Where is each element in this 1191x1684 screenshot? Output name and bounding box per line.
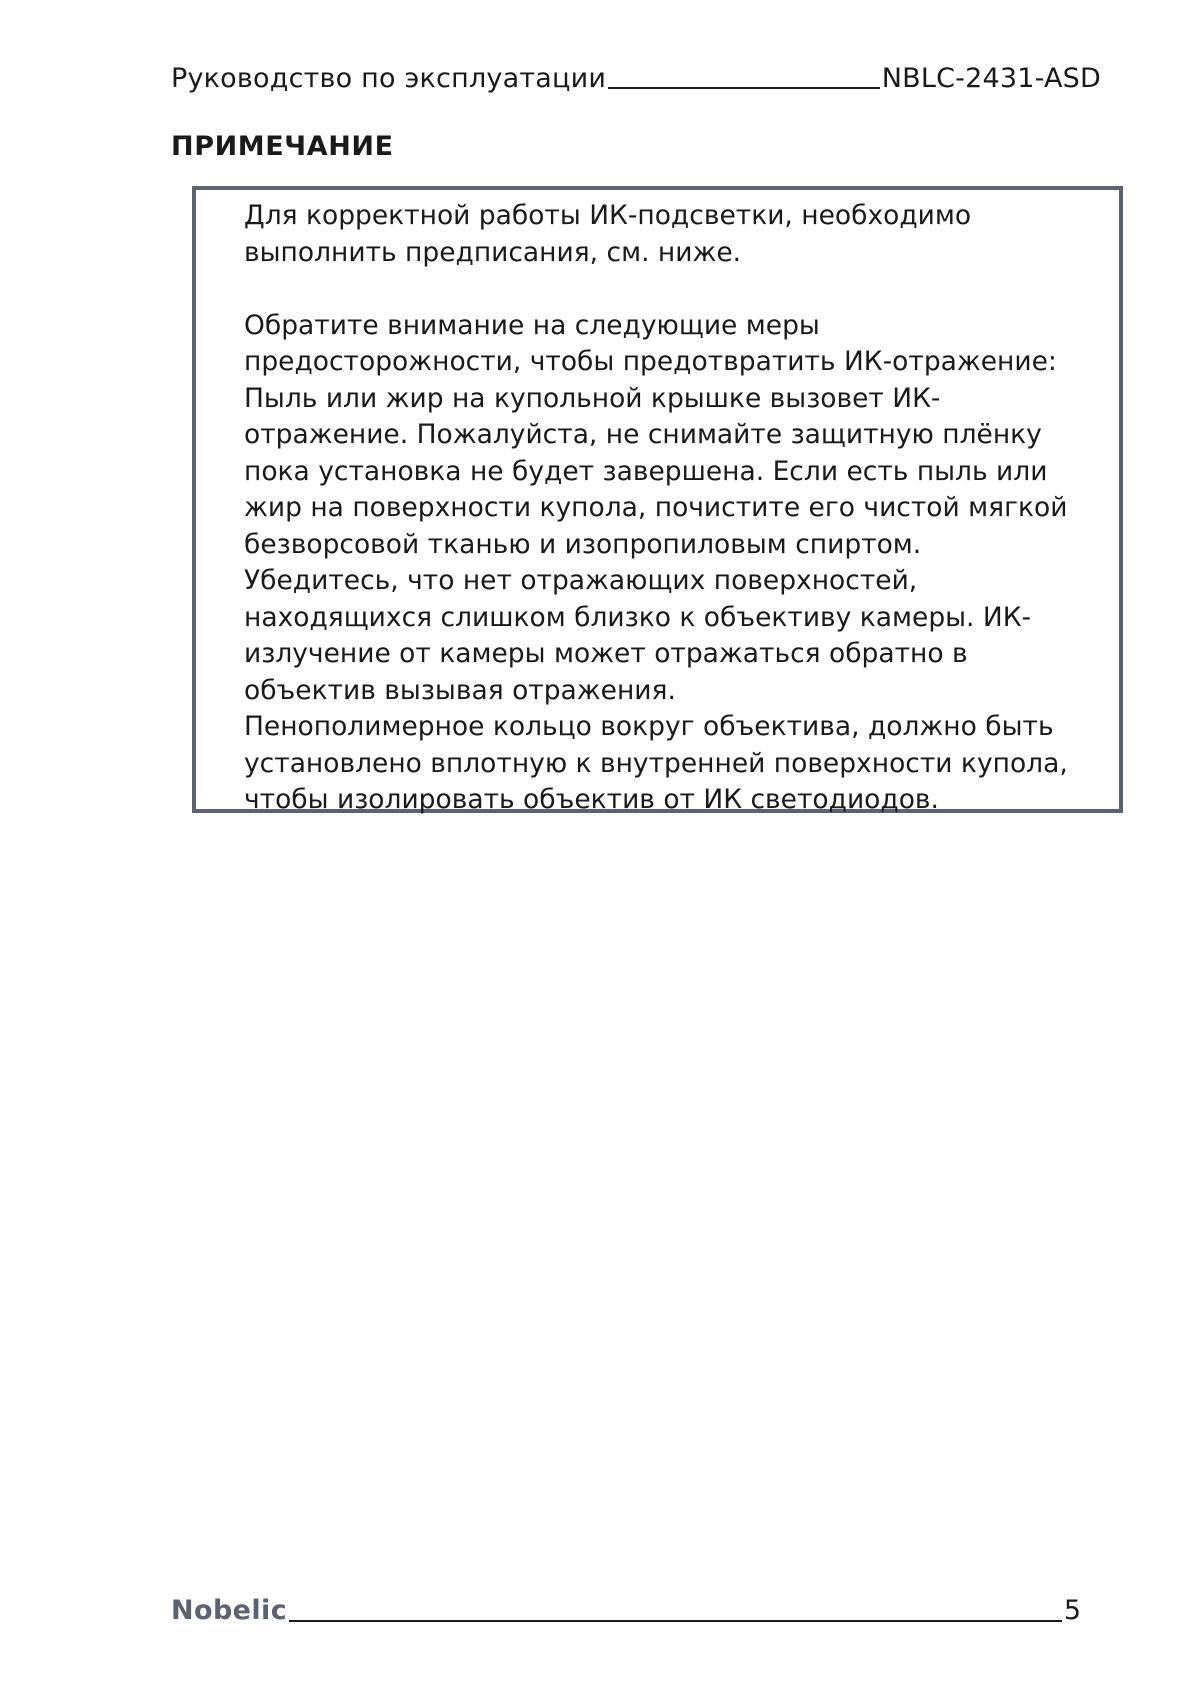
note-line: объектив вызывая отражения. xyxy=(244,674,676,706)
model-number: NBLC-2431-ASD xyxy=(881,63,1101,94)
paragraph-gap xyxy=(244,271,1089,308)
page-number: 5 xyxy=(1063,1595,1081,1626)
note-line: Обратите внимание на следующие меры xyxy=(244,309,820,341)
footer-rule xyxy=(289,1620,1062,1622)
section-title: ПРИМЕЧАНИЕ xyxy=(171,131,394,162)
note-line: чтобы изолировать объектив от ИК светодиодов. xyxy=(244,784,939,815)
note-intro: Для корректной работы ИК-подсветки, необходимо выполнить предписания, см. ниже. xyxy=(244,200,972,268)
note-line: установлено вплотную к внутренней поверхности купола, xyxy=(244,747,1068,779)
note-line: Убедитесь, что нет отражающих поверхностей, xyxy=(244,565,918,596)
brand-name: Nobelic xyxy=(171,1595,288,1626)
note-line: безворсовой тканью и изопропиловым спиртом. xyxy=(244,528,922,560)
note-line: излучение от камеры может отражаться обратно в xyxy=(244,638,968,669)
note-line: жир на поверхности купола, почистите его чистой мягкой xyxy=(244,492,1068,523)
manual-title: Руководство по эксплуатации xyxy=(171,63,607,94)
page-header xyxy=(171,56,1101,96)
note-line: предосторожности, чтобы предотвратить ИК-отражение: xyxy=(244,346,1057,377)
note-line: Пыль или жир на купольной крышке вызовет ИК- xyxy=(244,382,941,414)
note-box xyxy=(192,186,1123,813)
note-line: Пенополимерное кольцо вокруг объектива, должно быть xyxy=(244,711,1054,742)
page-footer xyxy=(171,1588,1081,1628)
note-line: находящихся слишком близко к объективу камеры. ИК- xyxy=(244,601,1032,633)
header-rule xyxy=(608,87,880,89)
note-line: пока установка не будет завершена. Если есть пыль или xyxy=(244,455,1048,487)
note-line: отражение. Пожалуйста, не снимайте защитную плёнку xyxy=(244,419,1042,450)
